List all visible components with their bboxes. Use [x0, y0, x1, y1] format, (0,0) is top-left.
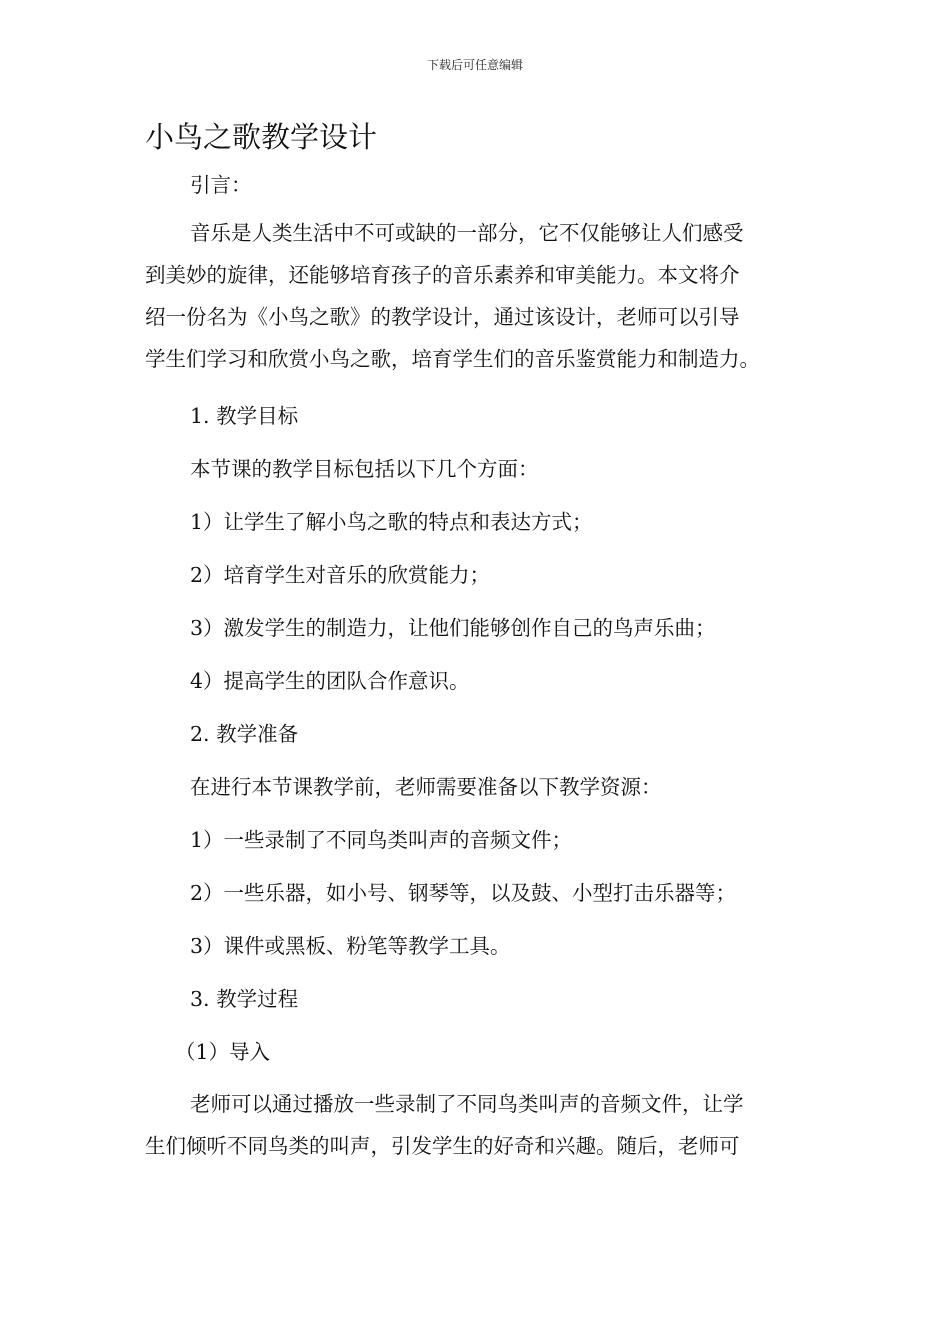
- intro-line: 绍一份名为《小鸟之歌》的教学设计，通过该设计，老师可以引导: [145, 305, 740, 329]
- section-heading: 1. 教学目标: [190, 404, 299, 428]
- intro-paragraph: [145, 212, 805, 380]
- list-item: 1）让学生了解小鸟之歌的特点和表达方式；: [190, 510, 593, 534]
- list-item: 2）培育学生对音乐的欣赏能力；: [190, 563, 491, 587]
- intro-line: 到美妙的旋律，还能够培育孩子的音乐素养和审美能力。本文将介: [145, 263, 740, 287]
- document-body: [145, 168, 805, 1167]
- page-header: 下载后可任意编辑: [426, 58, 523, 72]
- process-line: 生们倾听不同鸟类的叫声，引发学生的好奇和兴趣。随后，老师可: [145, 1134, 740, 1158]
- process-line: 老师可以通过播放一些录制了不同鸟类叫声的音频文件，让学: [190, 1092, 744, 1116]
- sub-heading: （1）导入: [175, 1040, 271, 1064]
- section-heading: 2. 教学准备: [190, 722, 299, 746]
- list-item: 1）一些录制了不同鸟类叫声的音频文件；: [190, 828, 573, 852]
- intro-line: 音乐是人类生活中不可或缺的一部分，它不仅能够让人们感受: [190, 221, 744, 245]
- section-heading: 3. 教学过程: [190, 987, 299, 1011]
- process-paragraph: [145, 1083, 805, 1167]
- list-item: 3）课件或黑板、粉笔等教学工具。: [190, 934, 511, 958]
- list-item: 4）提高学生的团队合作意识。: [190, 669, 470, 693]
- section-lead: 在进行本节课教学前，老师需要准备以下教学资源：: [190, 775, 662, 799]
- list-item: 2）一些乐器，如小号、钢琴等，以及鼓、小型打击乐器等；: [190, 881, 737, 905]
- document-title: 小鸟之歌教学设计: [145, 120, 378, 154]
- list-item: 3）激发学生的制造力，让他们能够创作自己的鸟声乐曲；: [190, 616, 716, 640]
- intro-label: 引言：: [190, 173, 252, 197]
- section-lead: 本节课的教学目标包括以下几个方面：: [190, 457, 539, 481]
- intro-line: 学生们学习和欣赏小鸟之歌，培育学生们的音乐鉴赏能力和制造力。: [145, 347, 760, 371]
